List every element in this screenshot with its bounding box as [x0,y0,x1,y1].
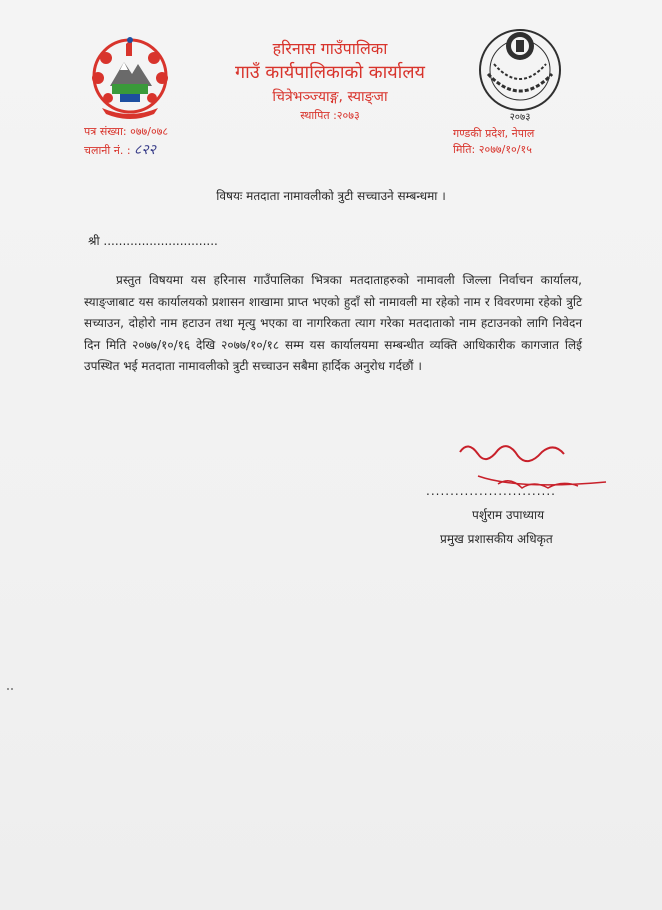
subject-line: विषयः मतदाता नामावलीको त्रुटी सच्चाउने सम्बन्धमा । [216,189,446,203]
signature-line: ........................... [426,484,556,498]
salutation: श्री .............................. [88,234,218,248]
dispatch-number-label: चलानी नं. : [84,144,131,157]
office-name: गाउँ कार्यपालिकाको कार्यालय [235,62,425,83]
letter-body: प्रस्तुत विषयमा यस हरिनास गाउँपालिका भित्रका मतदाताहरुको नामावली जिल्ला निर्वाचन कार्यालय, स्याङ्जाबाट यस कार्यालयको प्रशासन शाखामा प्राप्त भएको हुदाँ सो नामावली मा रहेको नाम र विवरणमा रहेको त्रुटि सच्याउन, दोहोरो नाम हटाउन तथा मृत्यु भएका वा नागरिकता त्याग गरेका मतदाताको नाम हटाउनको लागि निवेदन दिन मिति २०७७/१०/१६ देखि २०७७/१०/१८ सम्म यस कार्यालयमा सम्बन्धीत व्यक्ति आधिकारीक कागजात लिई उपस्थित भई मतदाता नामावलीको त्रुटी सच्चाउन सबैमा हार्दिक अनुरोध गर्दछौं । [84,273,582,373]
signer-title: प्रमुख प्रशासकीय अधिकृत [440,532,553,546]
letter-date: मिति: २०७७/१०/१५ [453,143,532,156]
nepal-emblem-logo [80,34,180,120]
dispatch-number [84,140,156,159]
margin-mark [6,686,14,692]
province-line: गण्डकी प्रदेश, नेपाल [453,127,535,140]
municipality-name: हरिनास गाउँपालिका [272,39,388,58]
signer-name: पर्शुराम उपाध्याय [472,508,545,522]
established-year: स्थापित :२०७३ [300,109,360,122]
office-address: चित्रेभञ्ज्याङ्ग, स्याङ्जा [272,89,388,105]
office-seal-stamp [472,24,568,124]
letter-number: पत्र संख्या: ०७७/०७८ [84,125,169,138]
seal-year: २०७३ [509,112,531,123]
dispatch-number-value: ८२२ [134,142,156,158]
